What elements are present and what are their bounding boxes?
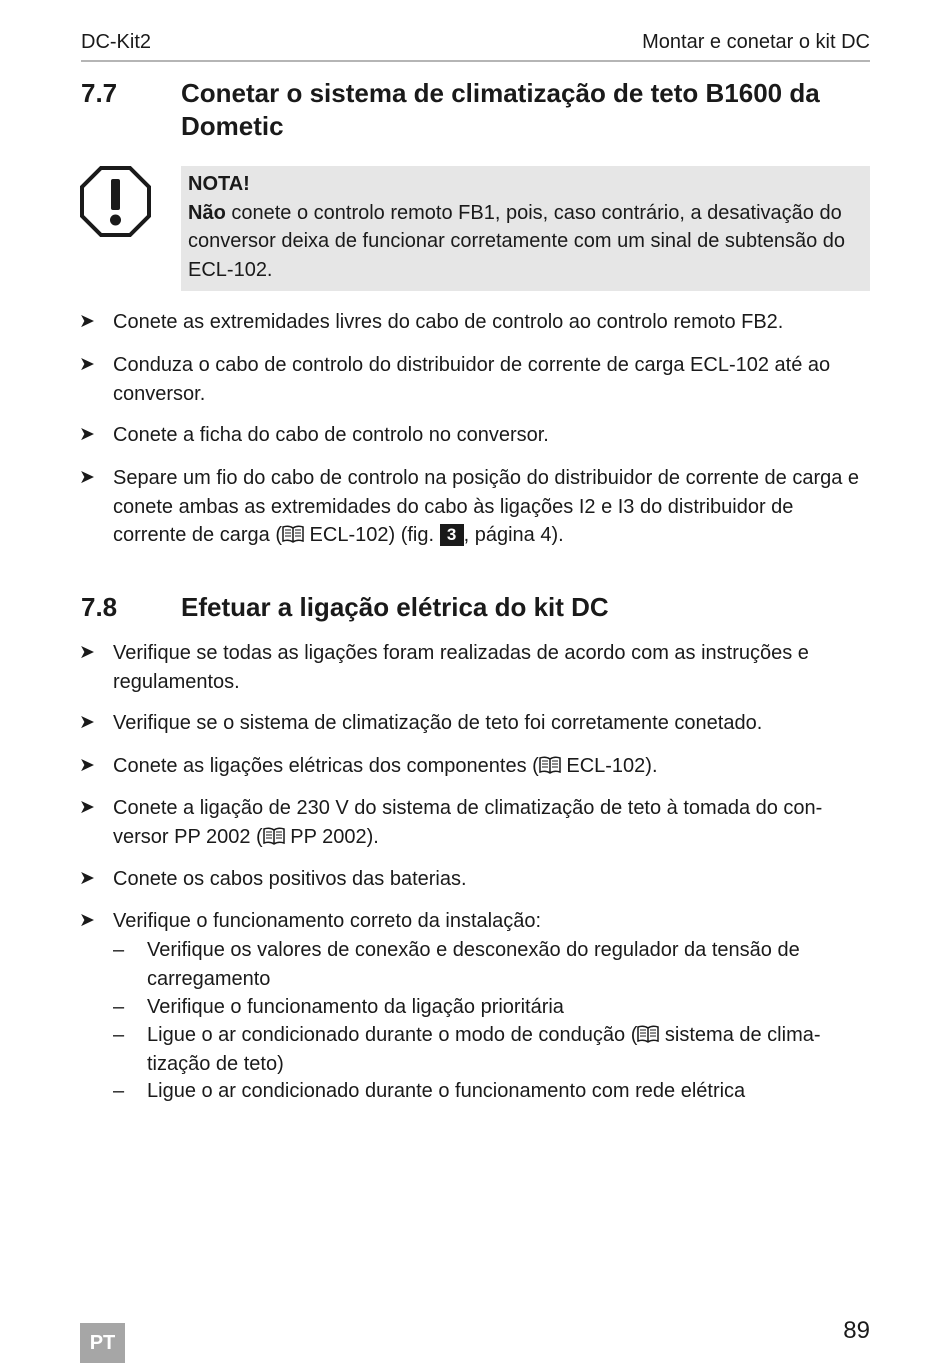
dash-bullet: – <box>113 939 125 961</box>
arrow-bullet-icon: ➤ <box>79 910 95 931</box>
sub-list-item <box>113 936 871 993</box>
header-doc-title: DC-Kit2 <box>81 31 152 53</box>
step-list-item <box>79 421 871 450</box>
step-text-part: ECL-102). <box>560 755 658 777</box>
book-reference-icon <box>539 756 561 774</box>
section-7-7-number: 7.7 <box>81 78 118 108</box>
section-7-7-title: Conetar o sistema de climatização de teto B1600 da Dometic <box>181 78 820 141</box>
step-text-part: Conete as ligações elétricas dos componentes ( <box>113 755 539 777</box>
note-text <box>188 202 845 281</box>
arrow-bullet-icon: ➤ <box>79 755 95 776</box>
book-reference-icon <box>282 525 304 543</box>
page-number: 89 <box>843 1317 870 1344</box>
sub-text: Verifique os valores de conexão e desconexão do regulador da tensão de carregamento <box>147 939 800 990</box>
note-title: NOTA! <box>188 173 250 195</box>
dash-bullet: – <box>113 996 125 1018</box>
sub-text <box>147 1021 871 1078</box>
step-text: Conete as extremidades livres do cabo de controlo ao controlo remoto FB2. <box>113 311 784 333</box>
note-body: conete o controlo remoto FB1, pois, caso contrário, a desativação do conversor deixa de funcionar corretamente com um sinal de subtensão do ECL-102. <box>188 201 846 281</box>
note-box <box>181 166 870 291</box>
step-text <box>113 752 871 781</box>
step-list-item <box>79 752 871 781</box>
step-text <box>113 794 871 851</box>
sub-list-item <box>113 1021 871 1078</box>
arrow-bullet-icon: ➤ <box>79 797 95 818</box>
step-list-item <box>79 865 871 894</box>
note-bold: Não <box>188 201 226 224</box>
section-7-8-number: 7.8 <box>81 592 118 622</box>
step-list-item <box>79 794 871 851</box>
sub-text-part: sistema de climatização de teto) <box>147 1024 821 1075</box>
step-text: Verifique o funcionamento correto da instalação: <box>113 910 542 932</box>
header-chapter-title: Montar e conetar o kit DC <box>642 31 870 53</box>
figure-number-badge: 3 <box>440 524 464 546</box>
dash-bullet: – <box>113 1024 125 1046</box>
arrow-bullet-icon: ➤ <box>79 424 95 445</box>
step-text-part: Conete a ligação de 230 V do sistema de climatização de teto à tomada do conversor PP 2002 ( <box>113 797 823 848</box>
page-header <box>81 28 870 62</box>
step-list-item <box>79 639 871 696</box>
book-reference-icon <box>263 827 285 845</box>
step-text-part: PP 2002). <box>284 825 379 848</box>
sub-list-item <box>113 1077 871 1106</box>
step-list-item <box>79 709 871 738</box>
step-list-item <box>79 907 871 936</box>
sub-text: Ligue o ar condicionado durante o funcionamento com rede elétrica <box>147 1080 746 1102</box>
sub-text-part: Ligue o ar condicionado durante o modo de condução ( <box>147 1024 638 1046</box>
arrow-bullet-icon: ➤ <box>79 868 95 889</box>
warning-icon <box>80 166 151 237</box>
arrow-bullet-icon: ➤ <box>79 467 95 488</box>
step-text: Conduza o cabo de controlo do distribuidor de corrente de carga ECL-102 até ao conversor. <box>113 354 831 405</box>
step-list-item <box>79 464 871 550</box>
step-text-part: , página 4). <box>463 524 564 546</box>
sub-list-item <box>113 993 871 1022</box>
arrow-bullet-icon: ➤ <box>79 311 95 332</box>
sub-text: Verifique o funcionamento da ligação prioritária <box>147 996 564 1018</box>
arrow-bullet-icon: ➤ <box>79 712 95 733</box>
arrow-bullet-icon: ➤ <box>79 642 95 663</box>
book-reference-icon <box>637 1025 659 1043</box>
language-tab: PT <box>80 1323 125 1363</box>
step-text: Verifique se todas as ligações foram realizadas de acordo com as instruções e regulamentos. <box>113 642 809 693</box>
section-7-8-title: Efetuar a ligação elétrica do kit DC <box>181 592 609 622</box>
step-text: Verifique se o sistema de climatização de teto foi corretamente conetado. <box>113 712 763 734</box>
step-text-part: Separe um fio do cabo de controlo na posição do distribuidor de corrente de carga e conete ambas as extremidades do cabo às ligações I2 e I3 do distribuidor de corrente de carga ( <box>113 467 860 546</box>
step-text-part: ECL-102) (fig. <box>303 524 440 546</box>
step-text <box>113 464 871 550</box>
dash-bullet: – <box>113 1080 125 1102</box>
arrow-bullet-icon: ➤ <box>79 354 95 375</box>
step-list-item <box>79 308 871 337</box>
step-list-item <box>79 351 871 408</box>
step-text: Conete os cabos positivos das baterias. <box>113 868 467 890</box>
step-text: Conete a ficha do cabo de controlo no conversor. <box>113 424 549 446</box>
